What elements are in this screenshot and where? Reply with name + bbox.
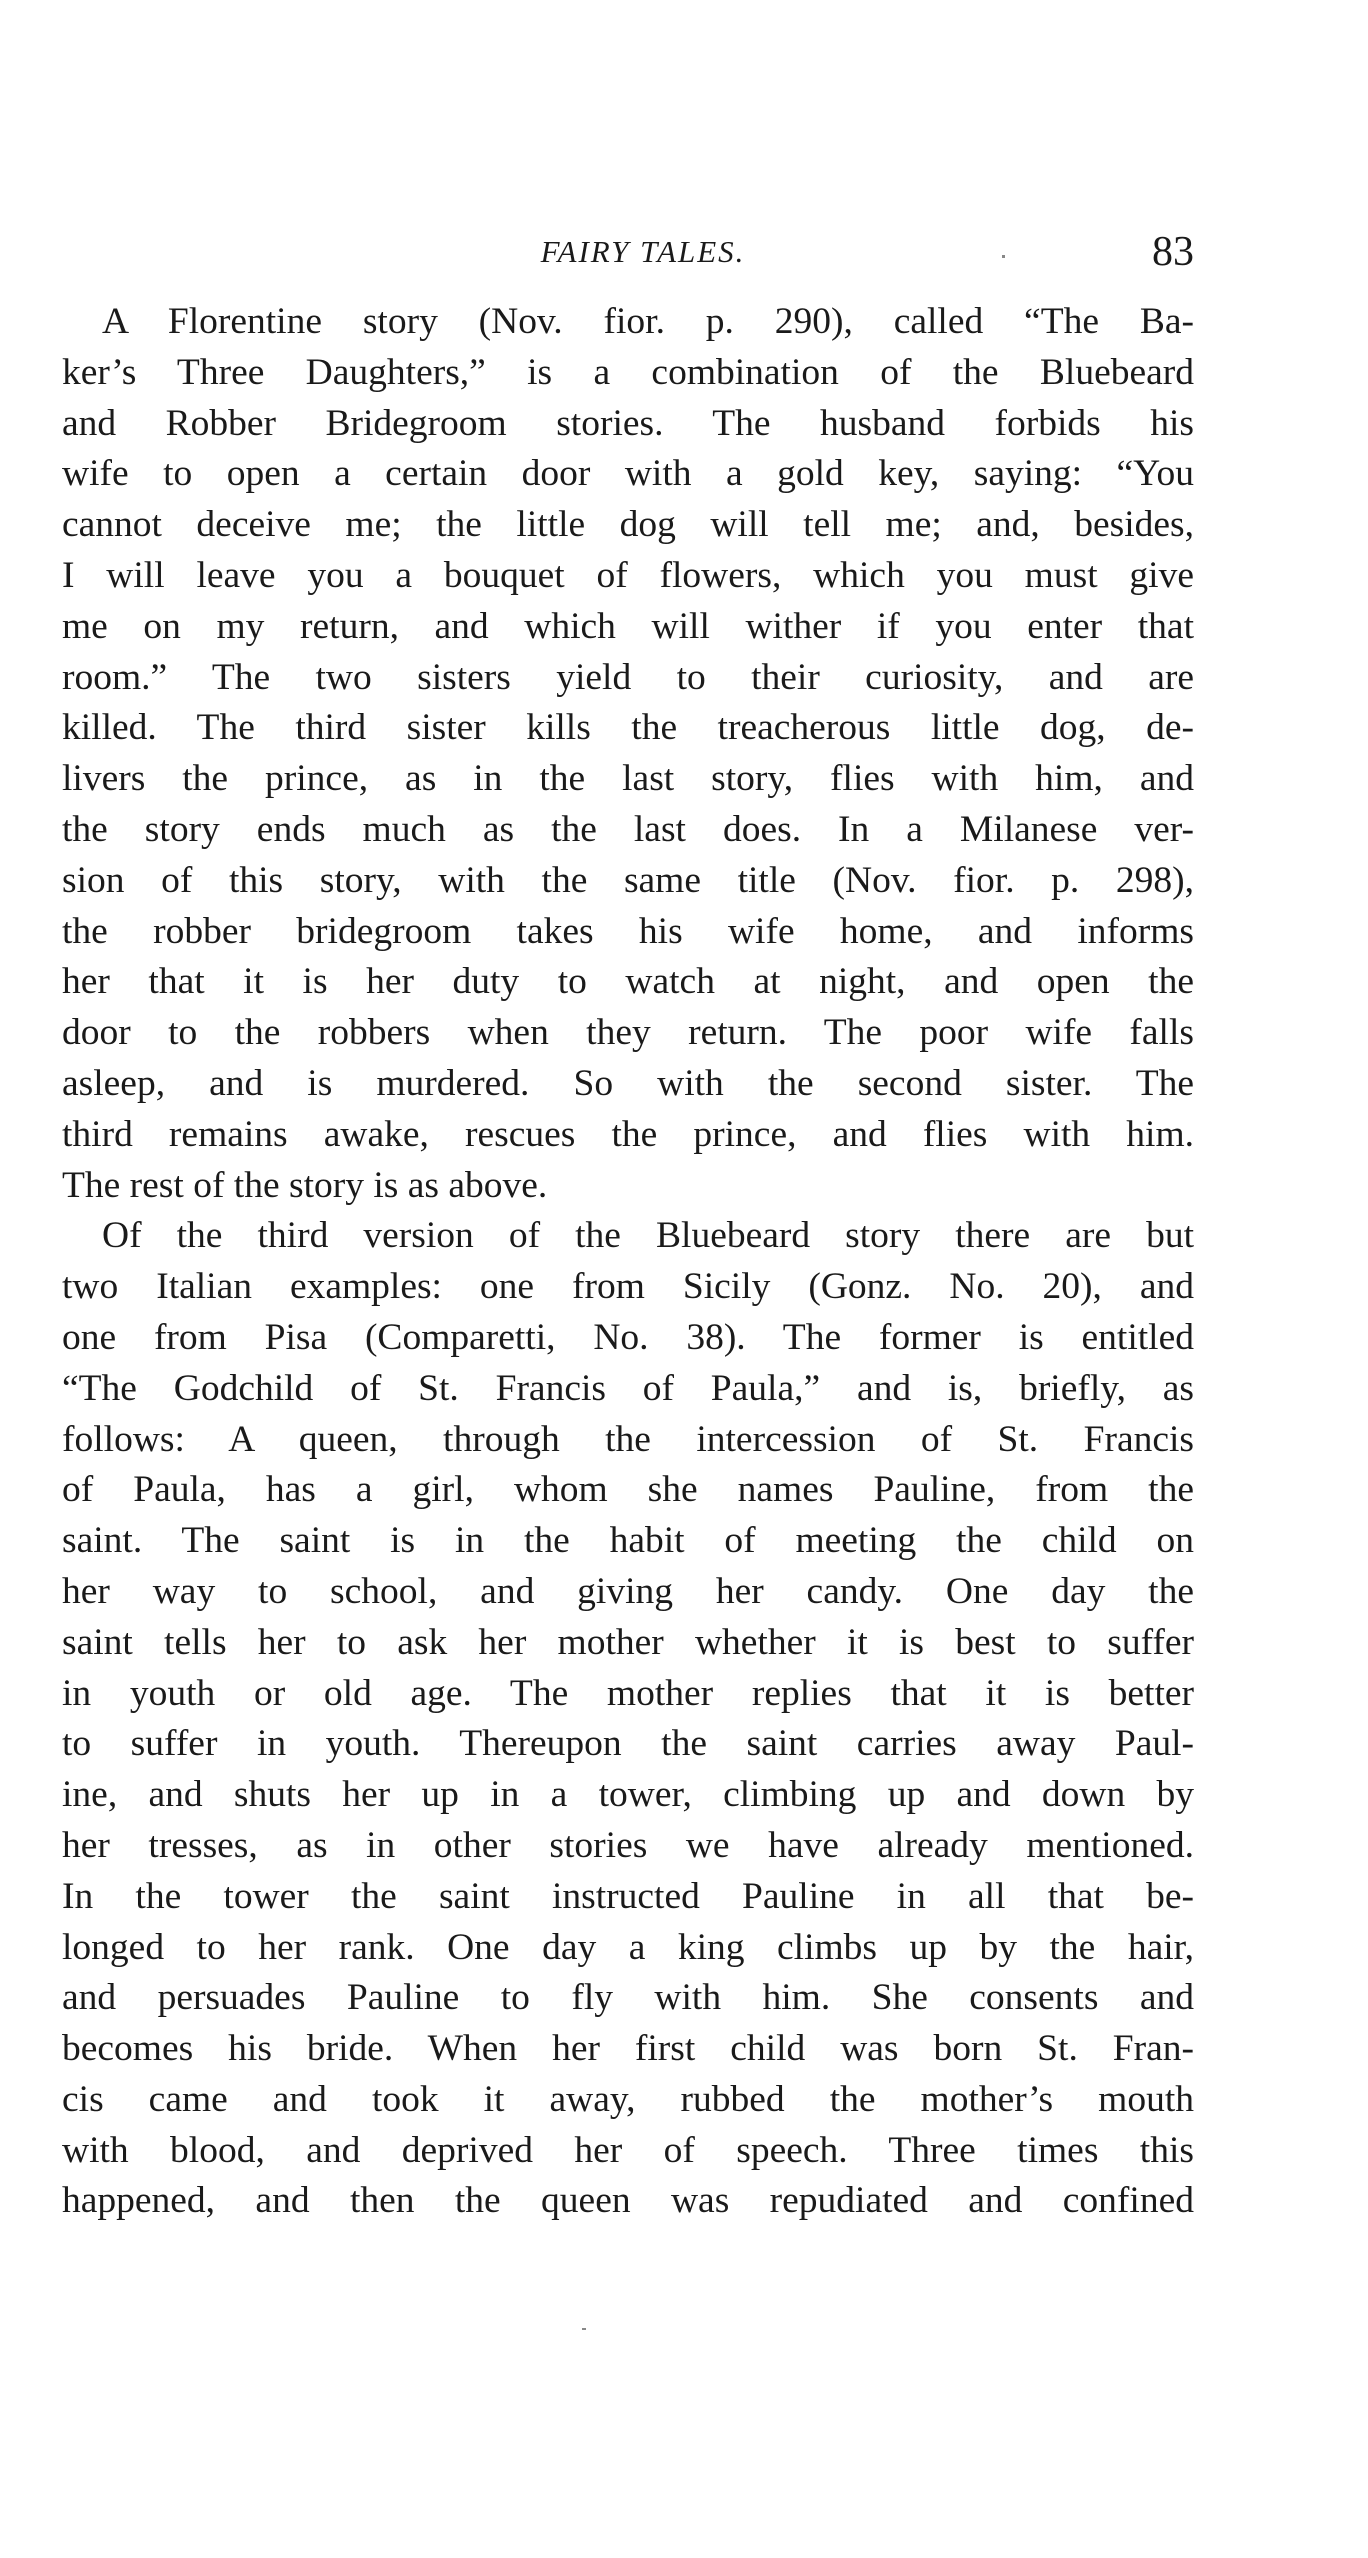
paragraph-1 [62,297,1194,1211]
text-line: I will leave you a bouquet of flowers, which you must give [62,554,1194,596]
text-line: “The Godchild of St. Francis of Paula,” and is, briefly, as [62,1367,1194,1409]
text-line: her way to school, and giving her candy. One day the [62,1570,1194,1612]
text-line: saint tells her to ask her mother whether it is best to suffer [62,1621,1194,1663]
text-line: becomes his bride. When her first child was born St. Fran- [62,2028,1194,2070]
text-line: her that it is her duty to watch at night, and open the [62,961,1194,1003]
running-title: FAIRY TALES. [540,234,746,269]
text-line: me on my return, and which will wither if you enter that [62,605,1194,647]
text-line: The rest of the story is as above. [62,1164,548,1206]
paper-speck [1002,255,1005,258]
text-line: Of the third version of the Bluebeard story there are but [102,1215,1194,1257]
running-head [62,228,1194,278]
text-line: the story ends much as the last does. In a Milanese ver- [62,808,1194,850]
text-line: two Italian examples: one from Sicily (Gonz. No. 20), and [62,1266,1194,1308]
text-line: and persuades Pauline to fly with him. She consents and [62,1977,1194,2019]
text-line: in youth or old age. The mother replies that it is better [62,1672,1194,1714]
text-line: cis came and took it away, rubbed the mother’s mouth [62,2078,1194,2120]
text-line: the robber bridegroom takes his wife home, and informs [62,910,1194,952]
paragraph-2 [62,1211,1194,2227]
text-line: livers the prince, as in the last story, flies with him, and [62,758,1194,800]
text-line: with blood, and deprived her of speech. Three times this [62,2129,1194,2171]
text-line: ine, and shuts her up in a tower, climbing up and down by [62,1774,1194,1816]
text-line: room.” The two sisters yield to their curiosity, and are [62,656,1194,698]
text-line: longed to her rank. One day a king climbs up by the hair, [62,1926,1194,1968]
text-line: killed. The third sister kills the treacherous little dog, de- [62,707,1194,749]
text-line: one from Pisa (Comparetti, No. 38). The former is entitled [62,1316,1194,1358]
text-line: door to the robbers when they return. The poor wife falls [62,1012,1194,1054]
text-line: to suffer in youth. Thereupon the saint carries away Paul- [62,1723,1194,1765]
paper-speck [582,2328,586,2330]
text-line: sion of this story, with the same title (Nov. fior. p. 298), [62,859,1194,901]
text-line: In the tower the saint instructed Pauline in all that be- [62,1875,1194,1917]
text-line: wife to open a certain door with a gold key, saying: “You [62,453,1194,495]
text-line: follows: A queen, through the intercession of St. Francis [62,1418,1194,1460]
text-line: her tresses, as in other stories we have already mentioned. [62,1824,1194,1866]
text-line: ker’s Three Daughters,” is a combination of the Bluebeard [62,351,1194,393]
text-line: and Robber Bridegroom stories. The husband forbids his [62,402,1194,444]
text-line: asleep, and is murdered. So with the second sister. The [62,1062,1194,1104]
text-line: A Florentine story (Nov. fior. p. 290), called “The Ba- [102,301,1194,342]
text-line: happened, and then the queen was repudiated and confined [62,2180,1194,2222]
text-line: cannot deceive me; the little dog will tell me; and, besides, [62,504,1194,546]
body-text [62,297,1194,2227]
page-number: 83 [1152,229,1194,275]
text-line: saint. The saint is in the habit of meeting the child on [62,1520,1194,1562]
text-line: of Paula, has a girl, whom she names Pauline, from the [62,1469,1194,1511]
text-line: third remains awake, rescues the prince, and flies with him. [62,1113,1194,1155]
